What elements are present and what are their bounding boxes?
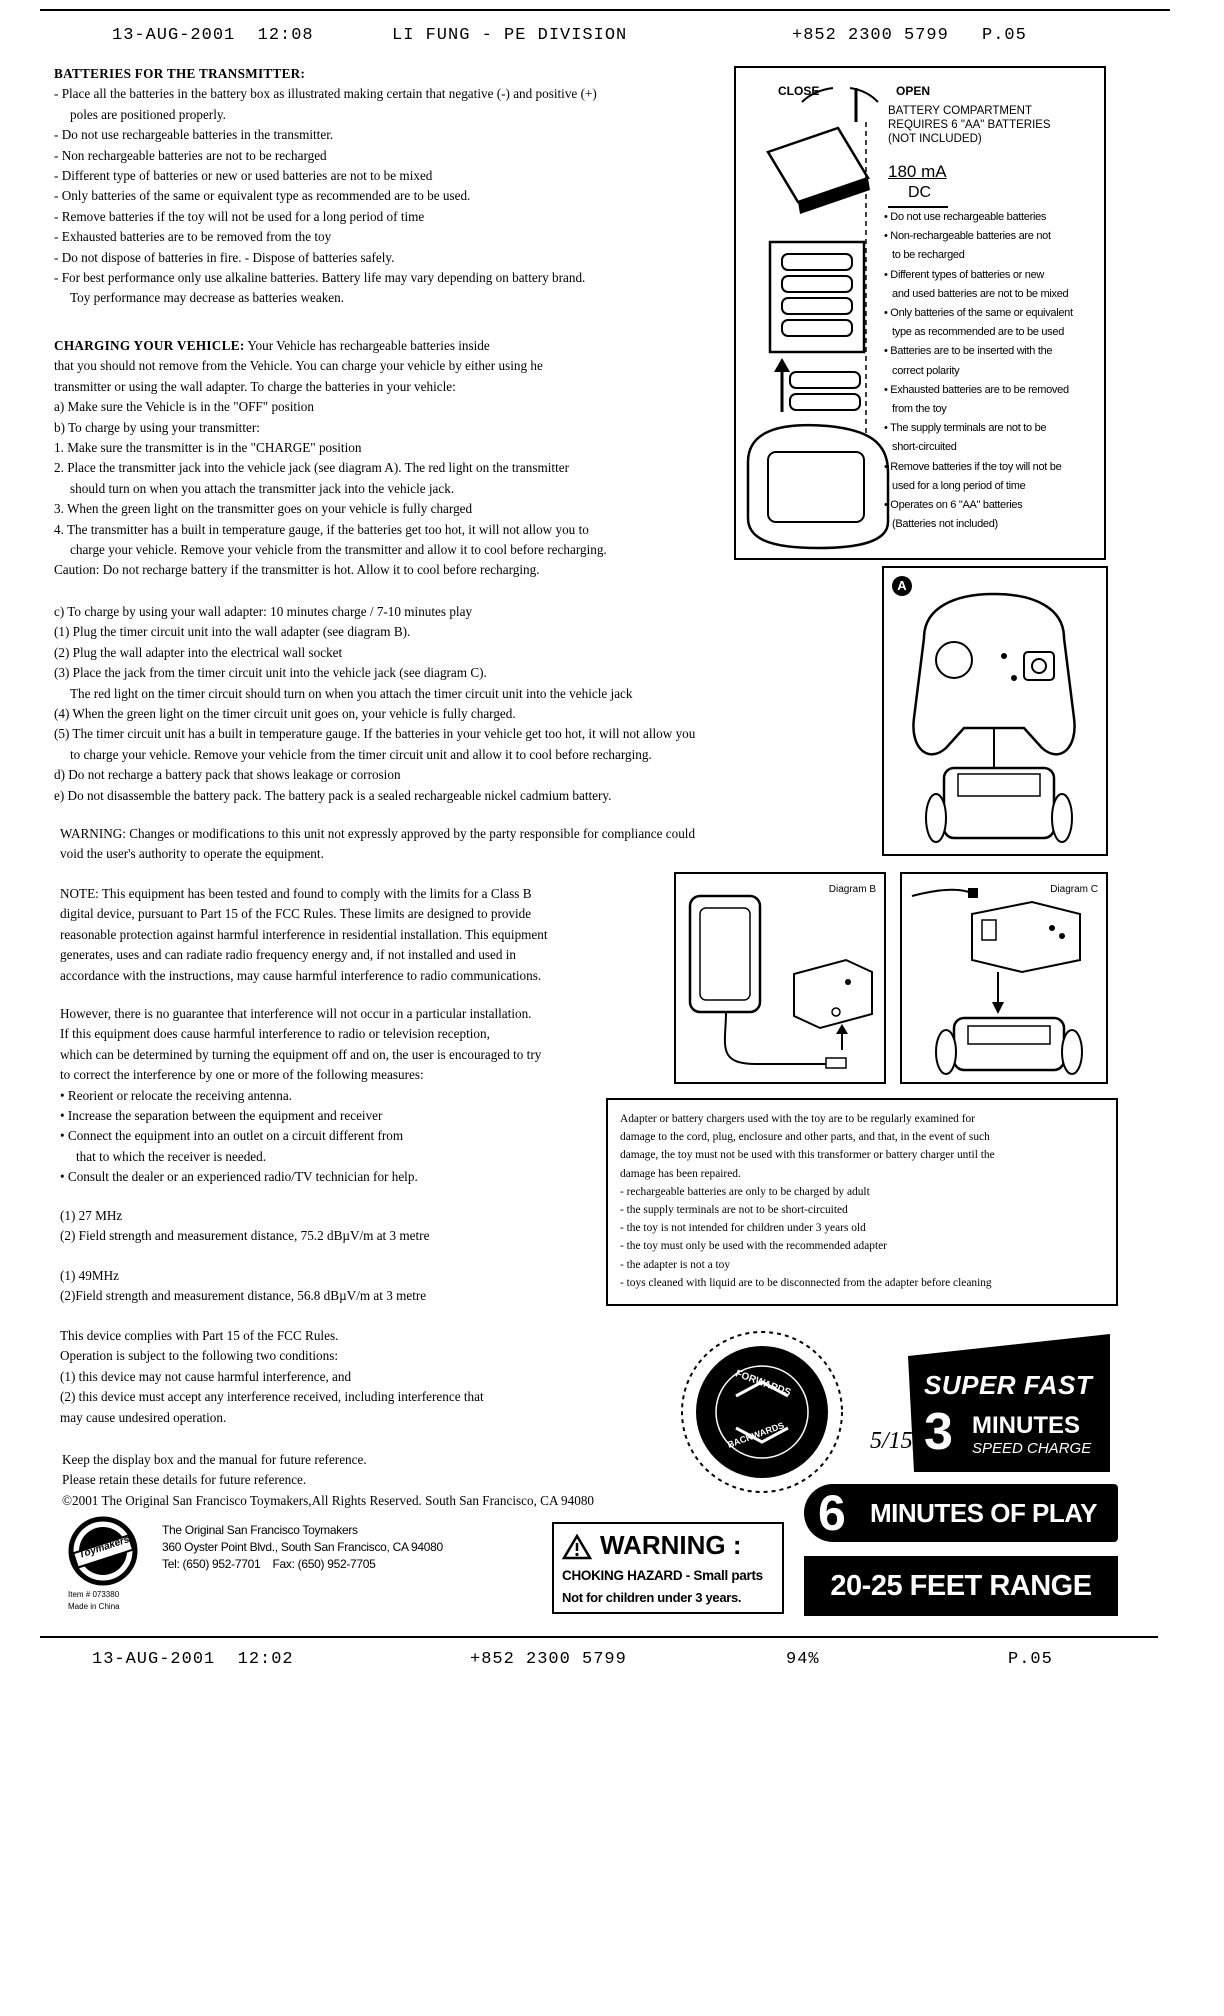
interference-line: that to which the receiver is needed. bbox=[76, 1148, 267, 1164]
modification-warning bbox=[60, 824, 880, 865]
fax-header-page: P.05 bbox=[982, 26, 1027, 45]
fax-header-company: LI FUNG - PE DIVISION bbox=[392, 26, 628, 45]
note-line: reasonable protection against harmful interference in residential installation. This equipment bbox=[60, 926, 548, 942]
battery-bullet: • Remove batteries if the toy will not be bbox=[884, 460, 1062, 473]
battery-bullet: • Different types of batteries or new bbox=[884, 268, 1045, 281]
adapter-warning-line: - toys cleaned with liquid are to be disconnected from the adapter before cleaning bbox=[620, 1276, 992, 1289]
fcc-line: may cause undesired operation. bbox=[60, 1409, 227, 1425]
warning-line: void the user's authority to operate the equipment. bbox=[60, 846, 324, 862]
charging-line: transmitter or using the wall adapter. To charge the batteries in your vehicle: bbox=[54, 378, 456, 394]
adapter-line: e) Do not disassemble the battery pack. The battery pack is a sealed rechargeable nickel cadmium battery. bbox=[54, 787, 612, 803]
battery-line: - Do not use rechargeable batteries in the transmitter. bbox=[54, 127, 334, 143]
charge-number: 3 bbox=[924, 1403, 953, 1461]
compartment-line: BATTERY COMPARTMENT bbox=[888, 105, 1032, 117]
fax-footer-date: 13-AUG-2001 12:02 bbox=[92, 1650, 294, 1669]
adapter-line: (5) The timer circuit unit has a built in temperature gauge. If the batteries in your vehicle get too hot, it will not allow you bbox=[54, 726, 696, 742]
battery-line: - Exhausted batteries are to be removed from the toy bbox=[54, 229, 332, 245]
fcc-line: (1) this device may not cause harmful interference, and bbox=[60, 1368, 352, 1384]
battery-line: - Remove batteries if the toy will not be used for a long period of time bbox=[54, 208, 425, 224]
vehicle-charging-illustration bbox=[902, 874, 1104, 1080]
speed-charge-text: SPEED CHARGE bbox=[972, 1440, 1092, 1457]
footer-rule bbox=[40, 1636, 1158, 1638]
battery-bullet: from the toy bbox=[892, 403, 947, 416]
adapter-warning-line: damage has been repaired. bbox=[620, 1167, 741, 1180]
battery-bullet: • Operates on 6 "AA" batteries bbox=[884, 499, 1023, 512]
interference-line: • Increase the separation between the equipment and receiver bbox=[60, 1108, 383, 1124]
battery-warning-list bbox=[884, 208, 1073, 534]
battery-bullet: used for a long period of time bbox=[892, 479, 1026, 492]
fcc-note-section bbox=[60, 884, 680, 986]
choking-hazard-warning bbox=[552, 1522, 784, 1614]
battery-bullet: to be recharged bbox=[892, 249, 965, 262]
current-rating-unit: DC bbox=[908, 184, 932, 201]
battery-bullet: • Batteries are to be inserted with the bbox=[884, 345, 1053, 358]
company-address-block bbox=[162, 1522, 443, 1573]
choking-warning-line1: CHOKING HAZARD - Small parts bbox=[562, 1568, 763, 1583]
range-banner bbox=[804, 1556, 1118, 1616]
fax-footer bbox=[0, 1650, 1224, 1674]
adapter-warning-line: - the toy is not intended for children under 3 years old bbox=[620, 1222, 866, 1235]
freq-line: (2) Field strength and measurement distance, 75.2 dBµV/m at 3 metre bbox=[60, 1228, 430, 1244]
note-line: accordance with the instructions, may cause harmful interference to radio communications. bbox=[60, 967, 542, 983]
adapter-line: d) Do not recharge a battery pack that shows leakage or corrosion bbox=[54, 767, 401, 783]
charging-line: 3. When the green light on the transmitter goes on your vehicle is fully charged bbox=[54, 501, 473, 517]
battery-compartment-box bbox=[734, 66, 1106, 560]
diagram-a-label: A bbox=[897, 578, 907, 593]
adapter-line: (2) Plug the wall adapter into the electrical wall socket bbox=[54, 644, 343, 660]
company-name: The Original San Francisco Toymakers bbox=[162, 1523, 358, 1537]
diagram-b bbox=[674, 872, 886, 1084]
adapter-warning-line: Adapter or battery chargers used with the toy are to be regularly examined for bbox=[620, 1113, 975, 1125]
interference-line: which can be determined by turning the equipment off and on, the user is encouraged to try bbox=[60, 1046, 542, 1062]
compartment-text bbox=[888, 104, 1051, 146]
adapter-line: c) To charge by using your wall adapter: 10 minutes charge / 7-10 minutes play bbox=[54, 604, 473, 619]
interference-line: If this equipment does cause harmful interference to radio or television reception, bbox=[60, 1026, 490, 1042]
battery-line: - Different type of batteries or new or used batteries are not to be mixed bbox=[54, 168, 433, 184]
fax-header bbox=[0, 26, 1224, 50]
adapter-warning-line: - the adapter is not a toy bbox=[620, 1258, 731, 1271]
close-label: CLOSE bbox=[778, 84, 820, 98]
adapter-warning-line: damage, the toy must not be used with this transformer or battery charger until the bbox=[620, 1149, 995, 1162]
fcc-compliance-section bbox=[60, 1326, 620, 1428]
battery-bullet: and used batteries are not to be mixed bbox=[892, 287, 1069, 300]
freq-line: (1) 27 MHz bbox=[60, 1208, 123, 1223]
transmitter-illustration bbox=[884, 568, 1104, 852]
charging-line: b) To charge by using your transmitter: bbox=[54, 419, 260, 435]
interference-line: • Reorient or relocate the receiving antenna. bbox=[60, 1087, 292, 1103]
battery-bullet: correct polarity bbox=[892, 364, 960, 377]
frequency-27mhz bbox=[60, 1206, 600, 1247]
adapter-line: The red light on the timer circuit should turn on when you attach the timer circuit unit into the vehicle jack bbox=[70, 685, 633, 701]
batteries-heading: BATTERIES FOR THE TRANSMITTER: bbox=[54, 66, 306, 81]
open-label: OPEN bbox=[896, 84, 931, 98]
adapter-line: (4) When the green light on the timer circuit unit goes on, your vehicle is fully charged. bbox=[54, 706, 516, 722]
current-rating: 180 mA bbox=[888, 162, 947, 181]
adapter-line: (3) Place the jack from the timer circuit unit into the vehicle jack (see diagram C). bbox=[54, 665, 487, 681]
fax-footer-percent: 94% bbox=[786, 1650, 820, 1669]
compartment-line: (NOT INCLUDED) bbox=[888, 133, 982, 145]
adapter-line: (1) Plug the timer circuit unit into the wall adapter (see diagram B). bbox=[54, 624, 411, 640]
adapter-warning-line: - the supply terminals are not to be short-circuited bbox=[620, 1204, 848, 1217]
charging-line: 4. The transmitter has a built in temperature gauge, if the batteries get too hot, it will not allow you to bbox=[54, 521, 589, 537]
charging-line: should turn on when you attach the transmitter jack into the vehicle jack. bbox=[70, 480, 455, 496]
logo-text: Toymakers bbox=[77, 1534, 131, 1561]
battery-bullet: • Do not use rechargeable batteries bbox=[884, 211, 1047, 223]
choking-warning-title: WARNING : bbox=[600, 1530, 742, 1560]
note-line: generates, uses and can radiate radio frequency energy and, if not installed and used in bbox=[60, 947, 517, 963]
compartment-line: REQUIRES 6 "AA" BATTERIES bbox=[888, 119, 1051, 131]
fax-header-phone: +852 2300 5799 bbox=[792, 26, 949, 45]
adapter-warning-box bbox=[606, 1098, 1118, 1306]
diagram-a bbox=[882, 566, 1108, 856]
play-text: MINUTES OF PLAY bbox=[870, 1498, 1098, 1528]
battery-bullet: • Exhausted batteries are to be removed bbox=[884, 383, 1069, 396]
interference-line: to correct the interference by one or more of the following measures: bbox=[60, 1067, 424, 1083]
header-rule bbox=[40, 9, 1170, 11]
super-fast-text: SUPER FAST bbox=[924, 1370, 1093, 1400]
frequency-49mhz bbox=[60, 1266, 600, 1307]
charging-section bbox=[54, 336, 734, 581]
note-line: NOTE: This equipment has been tested and found to comply with the limits for a Class B bbox=[60, 886, 532, 901]
warning-line: WARNING: Changes or modifications to this unit not expressly approved by the party responsible for compliance could bbox=[60, 826, 696, 841]
battery-pack-illustration bbox=[738, 82, 898, 552]
seal-bottom-text: BACKWARDS bbox=[726, 1420, 786, 1450]
forwards-backwards-seal bbox=[676, 1326, 848, 1498]
battery-line: - Do not dispose of batteries in fire. - Dispose of batteries safely. bbox=[54, 249, 395, 265]
battery-line: - Non rechargeable batteries are not to be recharged bbox=[54, 147, 327, 163]
charging-intro: Your Vehicle has rechargeable batteries inside bbox=[244, 338, 490, 353]
battery-line: - For best performance only use alkaline batteries. Battery life may vary depending on battery brand. bbox=[54, 270, 586, 286]
fcc-line: Operation is subject to the following two conditions: bbox=[60, 1348, 338, 1364]
fax-footer-phone: +852 2300 5799 bbox=[470, 1650, 627, 1669]
choking-warning-line2: Not for children under 3 years. bbox=[562, 1590, 742, 1605]
fax-footer-page: P.05 bbox=[1008, 1650, 1053, 1669]
warning-triangle-icon bbox=[562, 1534, 592, 1560]
diagram-b-label: Diagram B bbox=[828, 884, 876, 895]
battery-bullet: short-circuited bbox=[892, 441, 957, 454]
charging-line: a) Make sure the Vehicle is in the "OFF" position bbox=[54, 399, 314, 415]
diagram-c-label: Diagram C bbox=[1050, 884, 1098, 895]
batteries-section bbox=[54, 64, 734, 309]
diagram-c bbox=[900, 872, 1108, 1084]
interference-section bbox=[60, 1004, 680, 1188]
range-text: 20-25 FEET RANGE bbox=[830, 1569, 1092, 1602]
wall-adapter-section bbox=[54, 602, 874, 806]
fcc-line: This device complies with Part 15 of the FCC Rules. bbox=[60, 1328, 339, 1343]
keep-line: Please retain these details for future reference. bbox=[62, 1472, 307, 1488]
speed-charge-badge bbox=[900, 1326, 1114, 1472]
adapter-warning-line: - rechargeable batteries are only to be charged by adult bbox=[620, 1185, 870, 1198]
keep-section bbox=[62, 1450, 742, 1511]
item-number: Item # 073380 bbox=[68, 1590, 120, 1599]
seal-top-text: FORWARDS bbox=[733, 1368, 793, 1399]
battery-line: - Only batteries of the same or equivalent type as recommended are to be used. bbox=[54, 188, 471, 204]
battery-bullet: type as recommended are to be used bbox=[892, 326, 1065, 339]
battery-bullet: • Non-rechargeable batteries are not bbox=[884, 230, 1051, 243]
interference-line: • Connect the equipment into an outlet on a circuit different from bbox=[60, 1128, 404, 1144]
battery-line: Toy performance may decrease as batteries weaken. bbox=[70, 290, 345, 306]
copyright-line: ©2001 The Original San Francisco Toymakers,All Rights Reserved. South San Francisco, CA 94080 bbox=[62, 1492, 595, 1508]
minutes-of-play-banner bbox=[804, 1484, 1118, 1542]
wall-adapter-illustration bbox=[676, 874, 882, 1080]
interference-line: • Consult the dealer or an experienced radio/TV technician for help. bbox=[60, 1169, 418, 1185]
play-number: 6 bbox=[818, 1485, 846, 1541]
charge-minutes: MINUTES bbox=[972, 1412, 1080, 1439]
battery-line: - Place all the batteries in the battery box as illustrated making certain that negative (-) and positive (+) bbox=[54, 86, 597, 102]
adapter-line: to charge your vehicle. Remove your vehicle from the timer circuit unit and allow it to cool before recharging. bbox=[70, 746, 652, 762]
charging-line: 1. Make sure the transmitter is in the "CHARGE" position bbox=[54, 440, 362, 456]
fax-header-date: 13-AUG-2001 12:08 bbox=[112, 26, 314, 45]
battery-bullet: (Batteries not included) bbox=[892, 518, 998, 531]
charging-line: 2. Place the transmitter jack into the vehicle jack (see diagram A). The red light on the transmitter bbox=[54, 460, 569, 476]
toymakers-logo bbox=[68, 1516, 138, 1586]
battery-bullet: • The supply terminals are not to be bbox=[884, 422, 1047, 435]
adapter-warning-line: - the toy must only be used with the recommended adapter bbox=[620, 1240, 887, 1253]
charging-heading: CHARGING YOUR VEHICLE: bbox=[54, 338, 245, 353]
freq-line: (2)Field strength and measurement distance, 56.8 dBµV/m at 3 metre bbox=[60, 1288, 427, 1304]
freq-line: (1) 49MHz bbox=[60, 1268, 119, 1283]
company-address: 360 Oyster Point Blvd., South San Francisco, CA 94080 bbox=[162, 1540, 443, 1554]
handwritten-note: 5/15 bbox=[870, 1428, 913, 1454]
made-in: Made in China bbox=[68, 1602, 120, 1611]
keep-line: Keep the display box and the manual for future reference. bbox=[62, 1452, 367, 1467]
interference-line: However, there is no guarantee that interference will not occur in a particular installation. bbox=[60, 1006, 532, 1021]
note-line: digital device, pursuant to Part 15 of the FCC Rules. These limits are designed to provide bbox=[60, 906, 532, 922]
company-phone: Tel: (650) 952-7701 Fax: (650) 952-7705 bbox=[162, 1557, 376, 1571]
charging-line: Caution: Do not recharge battery if the transmitter is hot. Allow it to cool before recharging. bbox=[54, 562, 540, 578]
charging-line: that you should not remove from the Vehicle. You can charge your vehicle by either using he bbox=[54, 358, 543, 374]
adapter-warning-line: damage to the cord, plug, enclosure and other parts, and that, in the event of such bbox=[620, 1131, 990, 1144]
battery-line: poles are positioned properly. bbox=[70, 106, 226, 122]
battery-bullet: • Only batteries of the same or equivalent bbox=[884, 307, 1073, 320]
fcc-line: (2) this device must accept any interference received, including interference that bbox=[60, 1389, 484, 1405]
charging-line: charge your vehicle. Remove your vehicle from the transmitter and allow it to cool before recharging. bbox=[70, 542, 607, 558]
